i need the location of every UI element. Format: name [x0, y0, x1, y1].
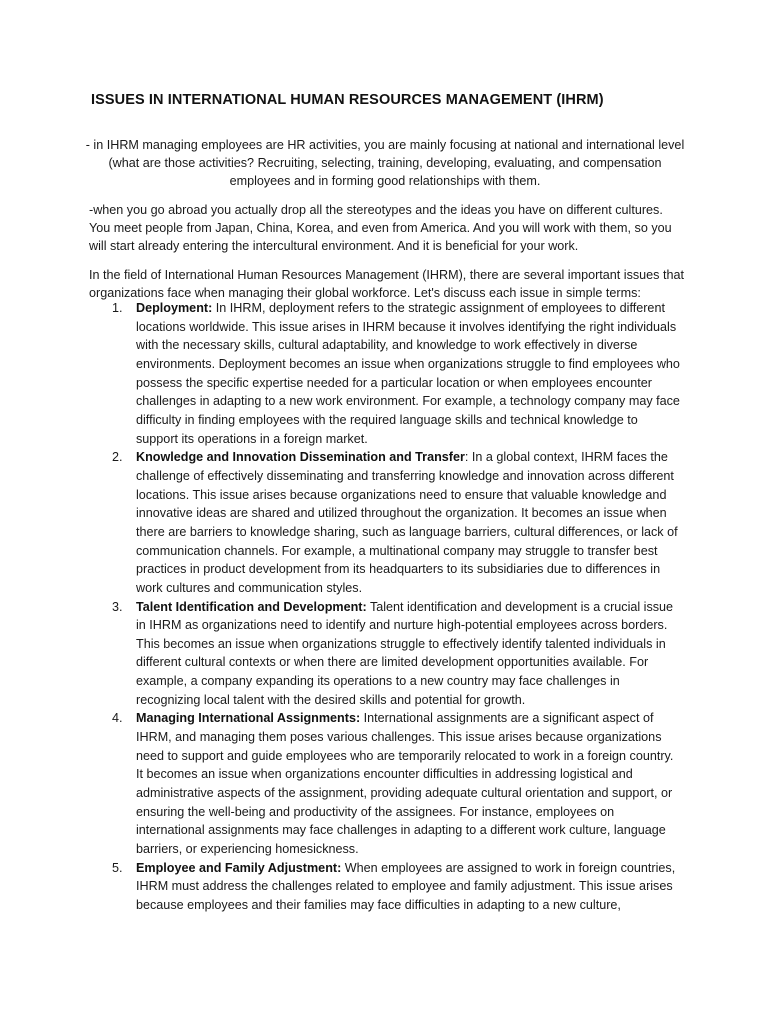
document-title: ISSUES IN INTERNATIONAL HUMAN RESOURCES MANAGEMENT (IHRM) — [91, 92, 604, 108]
issue-item-talent-development — [108, 598, 680, 710]
issue-text: Talent identification and development is a crucial issue in IHRM as organizations need to identify and nurture high-potential employees across borders. This becomes an issue when organizations struggle to effectively identify talented individuals in different cultural contexts or when there are limited development opportunities available. For example, a company expanding its operations to a new country may face challenges in recognizing local talent with the desired skills and potential for growth. — [136, 599, 674, 707]
issue-item-international-assignments — [108, 709, 680, 858]
issue-item-deployment — [108, 299, 680, 448]
issue-heading: Managing International Assignments: — [136, 711, 361, 726]
issue-number: 5. — [112, 860, 123, 875]
issue-text: : In a global context, IHRM faces the challenge of effectively disseminating and transferring knowledge and innovation across different locations. This issue arises because organizations need to ensure that valuable knowledge and innovative ideas are shared and utilized throughout the organization. It becomes an issue when there are barriers to knowledge sharing, such as language barriers, cultural differences, or lack of communication channels. For example, a multinational company may struggle to transfer best practices in product development from its headquarters to its subsidiaries due to differences in work cultures and communication styles. — [136, 450, 678, 595]
intro-paragraph-abroad: -when you go abroad you actually drop all the stereotypes and the ideas you have on different cultures. You meet people from Japan, China, Korea, and even from America. And you will work with them, so you will start already entering the intercultural environment. And it is beneficial for your work. — [89, 202, 672, 253]
issue-text: In IHRM, deployment refers to the strategic assignment of employees to different locations worldwide. This issue arises in IHRM because it involves identifying the right individuals with the necessary skills, cultural adaptability, and knowledge to work effectively in diverse environments. Deployment becomes an issue when organizations struggle to find employees who possess the specific expertise needed for a particular location or when employees encounter challenges in adapting to a new work environment. For example, a technology company may face difficulty in finding employees with the required language skills and technical knowledge to support its operations in a foreign market. — [136, 301, 680, 446]
issue-heading: Deployment: — [136, 301, 213, 315]
issue-item-family-adjustment — [108, 859, 680, 915]
issue-text: When employees are assigned to work in foreign countries, IHRM must address the challenges related to employee and family adjustment. This issue arises because employees and their families may face difficulties in adapting to a new culture, — [136, 860, 676, 912]
issue-item-knowledge-transfer — [108, 448, 680, 597]
intro-paragraph-issues: In the field of International Human Resources Management (IHRM), there are several important issues that organizations face when managing their global workforce. Let's discuss each issue in simple terms: — [89, 267, 684, 300]
issue-text: International assignments are a significant aspect of IHRM, and managing them poses various challenges. This issue arises because organizations need to support and guide employees who are temporarily relocated to work in a foreign country. It becomes an issue when organizations encounter difficulties in addressing logistical and administrative aspects of the assignment, providing adequate cultural orientation and support, or ensuring the well-being and productivity of the assignees. For instance, employees on international assignments may face challenges in adapting to a different work culture, language barriers, or experiencing homesickness. — [136, 711, 674, 857]
issue-number: 2. — [112, 450, 123, 465]
issue-number: 4. — [112, 711, 123, 726]
issue-number: 1. — [112, 301, 123, 315]
issue-heading: Talent Identification and Development: — [136, 599, 367, 614]
issue-heading: Employee and Family Adjustment: — [136, 860, 342, 875]
issue-heading: Knowledge and Innovation Dissemination and Transfer — [136, 450, 465, 465]
issue-number: 3. — [112, 599, 123, 614]
intro-paragraph-activities: - in IHRM managing employees are HR activities, you are mainly focusing at national and international level (what are those activities? Recruiting, selecting, training, developing, evaluating, and compensation employees and in forming good relationships with them. — [85, 137, 685, 188]
issues-list — [108, 299, 680, 915]
